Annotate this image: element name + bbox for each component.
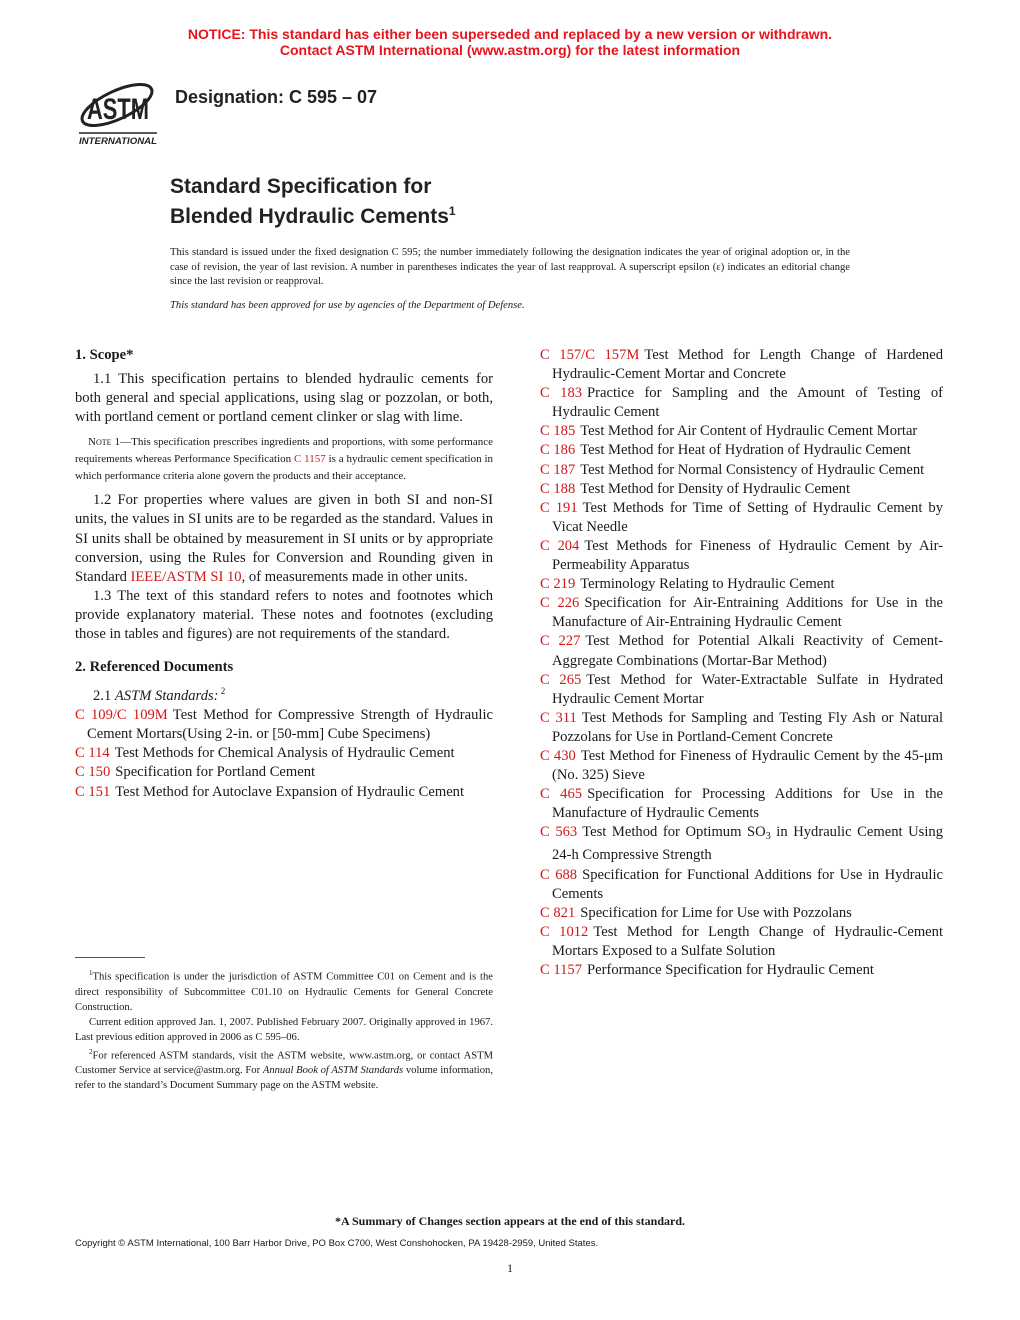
reference-title: Test Methods for Chemical Analysis of Hydraulic Cement (114, 745, 455, 762)
note-text: —This specification prescribes ingredients and proportions, with some performance requirements whereas Performance Specification (75, 436, 493, 466)
note-1 (75, 434, 493, 485)
right-column (540, 346, 943, 980)
reference-title: Test Method for Length Change of Hydraulic-Cement Mortars Exposed to a Sulfate Solution (552, 923, 944, 959)
reference-code-link[interactable]: C 227 (540, 633, 581, 650)
reference-code-link[interactable]: C 563 (540, 824, 578, 841)
reference-code-link[interactable]: C 157/C 157M (540, 347, 640, 363)
reference-item (540, 632, 943, 670)
reference-code-link[interactable]: C 219 (540, 576, 576, 593)
reference-item (540, 461, 943, 480)
reference-title: Test Method for Water-Extractable Sulfate in Hydrated Hydraulic Cement Mortar (552, 671, 943, 707)
reference-title: Test Method for Normal Consistency of Hydraulic Cement (580, 461, 925, 478)
reference-code-link[interactable]: C 186 (540, 442, 576, 459)
reference-code-link[interactable]: C 465 (540, 786, 583, 803)
reference-code-link[interactable]: C 430 (540, 747, 576, 764)
reference-title: Specification for Lime for Use with Pozzolans (580, 904, 852, 921)
reference-code-link[interactable]: C 114 (75, 745, 110, 762)
reference-item (540, 747, 943, 785)
footnote-2-italic: Annual Book of ASTM Standards (262, 1065, 404, 1077)
footnote-2-text-end: volume information, refer to the standard’s Document Summary page on the ASTM website. (75, 1065, 493, 1092)
reference-title: Test Methods for Fineness of Hydraulic Cement by Air-Permeability Apparatus (552, 537, 943, 574)
reference-code-link[interactable]: C 185 (540, 423, 576, 440)
reference-item (540, 537, 943, 575)
reference-item (75, 706, 493, 744)
reference-item (540, 709, 943, 747)
reference-item (540, 785, 943, 823)
reference-code-link[interactable]: C 1012 (540, 923, 589, 940)
reference-item (540, 575, 943, 594)
reference-title: Test Methods for Sampling and Testing Fly Ash or Natural Pozzolans for Use in Portland-Cement Concrete (552, 709, 943, 745)
scope-1-2 (75, 491, 493, 586)
sub-number: 2.1 (93, 688, 115, 705)
reference-title: Specification for Air-Entraining Additions for Use in the Manufacture of Air-Entraining Hydraulic Cement (552, 595, 943, 631)
reference-item (540, 961, 943, 980)
reference-item (540, 422, 943, 441)
title-footnote-mark: 1 (448, 204, 456, 218)
reference-code-link[interactable]: C 265 (540, 671, 582, 688)
document-title (170, 174, 456, 229)
svg-text:INTERNATIONAL: INTERNATIONAL (79, 136, 157, 146)
copyright: Copyright © ASTM International, 100 Barr Harbor Drive, PO Box C700, West Conshohocken, PA 19428-2959, United States. (75, 1238, 599, 1249)
reference-code-link[interactable]: C 311 (540, 709, 577, 726)
title-line-2: Blended Hydraulic Cements (170, 205, 449, 228)
reference-title: Test Method for Compressive Strength of Hydraulic Cement Mortars(Using 2-in. or [50-mm] Cube Specimens) (87, 707, 493, 743)
footnote-2 (75, 1045, 493, 1094)
reference-title: Test Method for Density of Hydraulic Cement (580, 480, 850, 497)
link-c1157[interactable]: C 1157 (294, 453, 326, 466)
reference-title: Specification for Processing Additions for Use in the Manufacture of Hydraulic Cements (552, 786, 943, 822)
reference-title: Test Method for Optimum SO (582, 824, 766, 841)
reference-code-link[interactable]: C 688 (540, 866, 578, 883)
reference-list-left (75, 706, 493, 801)
reference-code-link[interactable]: C 226 (540, 595, 580, 612)
reference-code-link[interactable]: C 188 (540, 480, 576, 497)
scope-1-3: 1.3 The text of this standard refers to notes and footnotes which provide explanatory material. These notes and footnotes (excluding those in tables and figures) are not requirements of the standard. (75, 587, 493, 643)
footnote-1-text: This specification is under the jurisdiction of ASTM Committee C01 on Cement and is the direct responsibility of Subcommittee C01.10 on Hydraulic Cements for General Concrete Construction. (75, 971, 493, 1013)
reference-code-link[interactable]: C 204 (540, 537, 580, 554)
reference-item (75, 783, 493, 802)
reference-title: Specification for Functional Additions for Use in Hydraulic Cements (552, 866, 943, 902)
reference-code-link[interactable]: C 109/C 109M (75, 707, 168, 724)
reference-code-link[interactable]: C 191 (540, 499, 578, 516)
reference-title: Test Methods for Time of Setting of Hydraulic Cement by Vicat Needle (552, 499, 943, 535)
withdrawn-notice (0, 27, 1020, 58)
reference-code-link[interactable]: C 183 (540, 385, 583, 402)
footnote-1-edition: Current edition approved Jan. 1, 2007. Published February 2007. Originally approved in 1967. Last previous edition approved in 2006 as C 595–06. (75, 1016, 493, 1043)
reference-code-link[interactable]: C 1157 (540, 962, 583, 978)
reference-title: Performance Specification for Hydraulic Cement (587, 962, 874, 978)
footnote-mark-2: 2 (218, 686, 226, 697)
reference-title: Specification for Portland Cement (115, 764, 316, 781)
footnotes (75, 966, 493, 1093)
subscript: 3 (765, 831, 771, 843)
summary-of-changes-note: *A Summary of Changes section appears at the end of this standard. (334, 1214, 686, 1228)
scope-1-2-text: 1.2 For properties where values are given in both SI and non-SI units, the values in SI units are to be regarded as the standard. Values in SI units shall be obtained by measurement in SI units or by appropriate conversion, using the Rules for Conversion and Rounding given in Standard (75, 492, 493, 585)
reference-title: Terminology Relating to Hydraulic Cement (580, 576, 835, 593)
reference-item (540, 823, 943, 865)
notice-line-1: NOTICE: This standard has either been superseded and replaced by a new version or withdrawn. (187, 26, 833, 42)
reference-item (540, 441, 943, 460)
scope-1-2-text-end: , of measurements made in other units. (241, 568, 468, 585)
reference-title: Test Method for Air Content of Hydraulic Cement Mortar (580, 423, 918, 440)
issuance-statement: This standard is issued under the fixed designation C 595; the number immediately following the designation indicates the year of original adoption or, in the case of revision, the year of last revision. A number in parentheses indicates the year of last reapproval. A superscript epsilon (ε) indicates an editorial change since the last revision or reapproval. (170, 247, 850, 287)
reference-item (75, 763, 493, 782)
designation: Designation: C 595 – 07 (175, 87, 378, 107)
reference-item (540, 671, 943, 709)
notice-line-2: Contact ASTM International (www.astm.org) for the latest information (279, 41, 741, 58)
reference-code-link[interactable]: C 821 (540, 904, 576, 921)
reference-title: Test Method for Heat of Hydration of Hydraulic Cement (580, 442, 911, 459)
dod-statement: This standard has been approved for use by agencies of the Department of Defense. (170, 300, 525, 311)
sub-label: ASTM Standards: (114, 688, 219, 705)
reference-item (540, 384, 943, 422)
reference-code-link[interactable]: C 151 (75, 783, 111, 800)
referenced-documents-heading: 2. Referenced Documents (75, 659, 234, 676)
astm-standards-subheading (75, 682, 493, 706)
reference-item (540, 904, 943, 923)
link-ieee-astm-si10[interactable]: IEEE/ASTM SI 10 (130, 568, 242, 585)
reference-title: Test Method for Autoclave Expansion of Hydraulic Cement (115, 783, 465, 800)
reference-title: Test Method for Length Change of Hardened Hydraulic-Cement Mortar and Concrete (552, 347, 944, 383)
astm-logo (77, 75, 159, 147)
reference-code-link[interactable]: C 150 (75, 764, 111, 781)
scope-heading: 1. Scope* (75, 347, 134, 363)
reference-title-end: in Hydraulic Cement Using 24-h Compressive Strength (552, 824, 943, 864)
footnote-2-text: For referenced ASTM standards, visit the ASTM website, www.astm.org, or contact ASTM Customer Service at service@astm.org. For (75, 1050, 493, 1077)
reference-title: Test Method for Potential Alkali Reactivity of Cement-Aggregate Combinations (Mortar-Bar Method) (552, 633, 943, 669)
reference-title: Test Method for Fineness of Hydraulic Cement by the 45-μm (No. 325) Sieve (552, 747, 943, 784)
reference-list-right (540, 346, 943, 980)
note-label: Note 1 (88, 436, 121, 449)
footnote-1-mark: 1 (89, 969, 93, 977)
reference-item (75, 744, 493, 763)
reference-title: Practice for Sampling and the Amount of Testing of Hydraulic Cement (552, 385, 943, 421)
note-text-end: is a hydraulic cement specification in which performance criteria alone govern the products and their acceptance. (75, 453, 493, 483)
svg-text:ASTM: ASTM (87, 93, 149, 126)
footnote-1 (75, 966, 493, 1015)
footnote-divider (75, 957, 145, 958)
reference-item (540, 480, 943, 499)
reference-code-link[interactable]: C 187 (540, 461, 576, 478)
reference-item (540, 923, 943, 961)
scope-1-1: 1.1 This specification pertains to blended hydraulic cements for both general and special applications, using slag or pozzolan, or both, with portland cement or portland cement clinker or slag with lime. (75, 371, 493, 426)
reference-item (540, 594, 943, 632)
reference-item (540, 499, 943, 537)
reference-item (540, 866, 943, 904)
footnote-2-mark: 2 (89, 1047, 93, 1056)
title-line-1: Standard Specification for (170, 175, 432, 198)
page-number: 1 (507, 1261, 513, 1275)
left-column (75, 346, 493, 802)
reference-item (540, 346, 943, 384)
